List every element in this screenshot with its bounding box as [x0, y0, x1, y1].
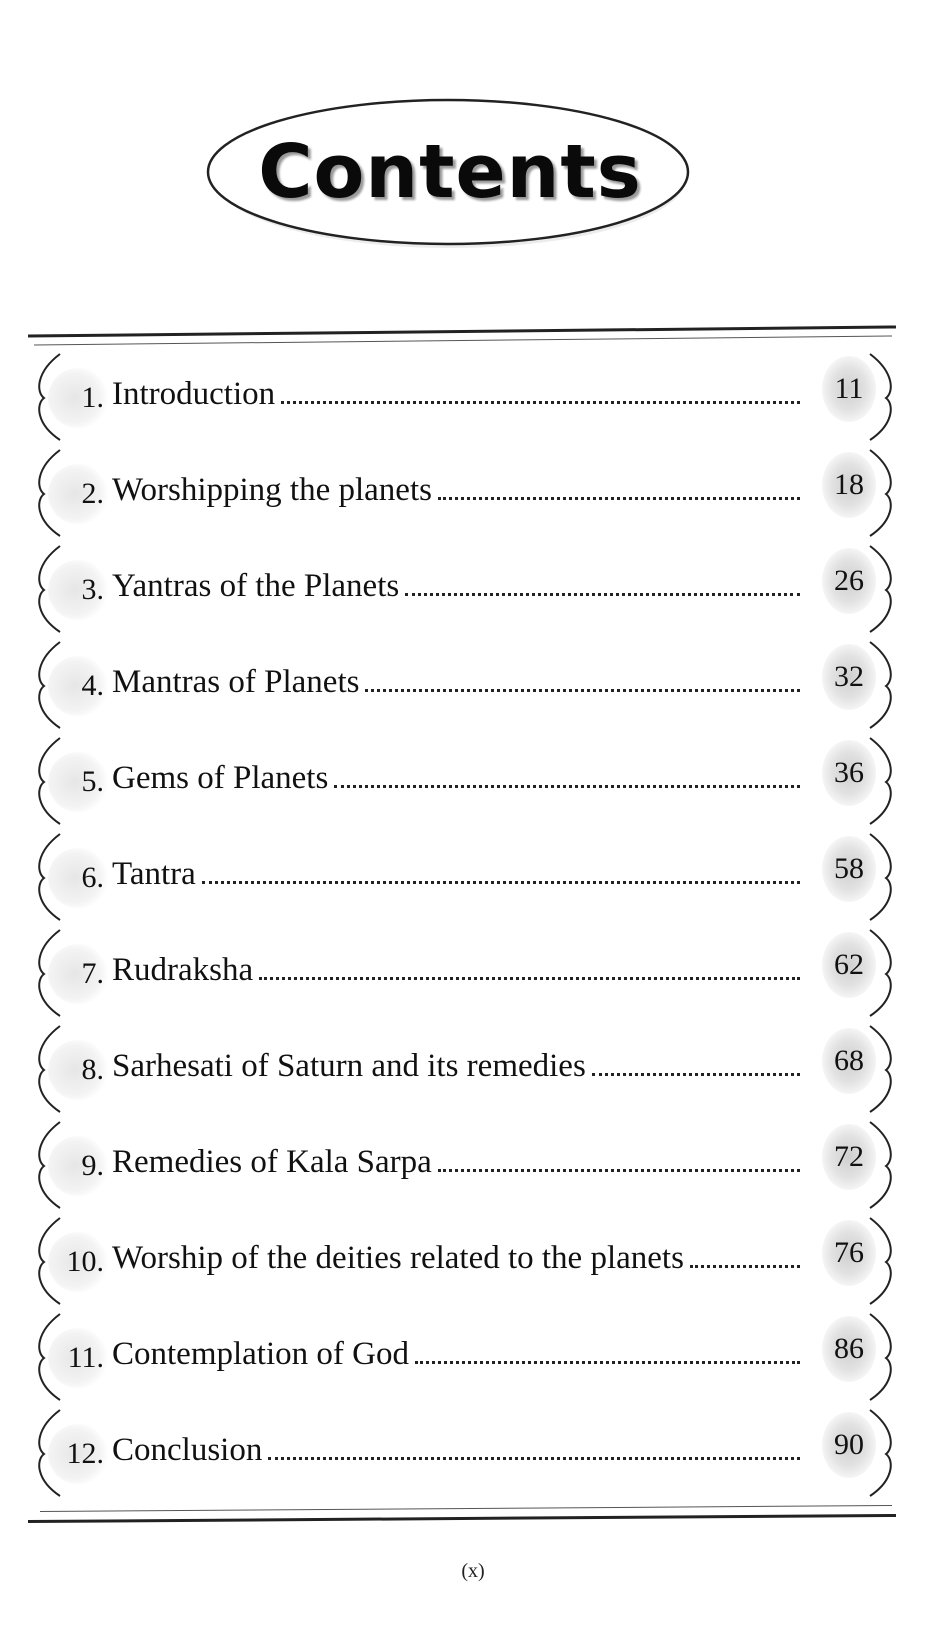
dot-leader [592, 1072, 800, 1076]
entry-number: 7. [48, 944, 108, 1004]
toc-entry[interactable] [30, 346, 900, 442]
entry-number: 6. [48, 848, 108, 908]
entry-title-row [112, 568, 800, 605]
toc-entry[interactable] [30, 1114, 900, 1210]
toc-entry[interactable] [30, 634, 900, 730]
toc-entry[interactable] [30, 538, 900, 634]
entry-title-row [112, 1048, 800, 1085]
entry-title[interactable]: Rudraksha [112, 952, 254, 988]
dot-leader [415, 1360, 800, 1364]
entry-title[interactable]: Introduction [112, 376, 276, 412]
entry-title-row [112, 1240, 800, 1277]
entry-title[interactable]: Worship of the deities related to the planets [112, 1240, 684, 1276]
top-rule [28, 325, 896, 337]
entry-page-number: 26 [822, 548, 876, 614]
entry-title-row [112, 472, 800, 509]
entry-title-row [112, 1432, 800, 1469]
bottom-rule [28, 1514, 896, 1523]
entry-title-row [112, 856, 800, 893]
toc-entry[interactable] [30, 922, 900, 1018]
toc-entry[interactable] [30, 826, 900, 922]
entry-number: 2. [48, 464, 108, 524]
entry-title[interactable]: Remedies of Kala Sarpa [112, 1144, 432, 1180]
bottom-rule-inner [40, 1505, 892, 1512]
entry-title[interactable]: Sarhesati of Saturn and its remedies [112, 1048, 586, 1084]
toc-entry[interactable] [30, 1210, 900, 1306]
dot-leader [202, 880, 800, 884]
entry-title[interactable]: Gems of Planets [112, 760, 329, 796]
entry-title-row [112, 1336, 800, 1373]
entry-title[interactable]: Contemplation of God [112, 1336, 409, 1372]
dot-leader [405, 592, 800, 596]
dot-leader [259, 976, 800, 980]
entry-title-row [112, 760, 800, 797]
toc-entry[interactable] [30, 1306, 900, 1402]
entry-number: 4. [48, 656, 108, 716]
entry-page-number: 68 [822, 1028, 876, 1094]
page-title: Contents [258, 129, 642, 215]
top-rule-inner [34, 336, 892, 346]
dot-leader [281, 400, 800, 404]
entry-number: 12. [48, 1424, 108, 1484]
entry-number: 5. [48, 752, 108, 812]
entry-page-number: 18 [822, 452, 876, 518]
entry-page-number: 36 [822, 740, 876, 806]
dot-leader [438, 1168, 800, 1172]
entry-number: 11. [48, 1328, 108, 1388]
entry-page-number: 32 [822, 644, 876, 710]
entry-title-row [112, 664, 800, 701]
entry-page-number: 11 [822, 356, 876, 422]
entry-title[interactable]: Conclusion [112, 1432, 263, 1468]
entry-title[interactable]: Mantras of Planets [112, 664, 360, 700]
entry-number: 10. [48, 1232, 108, 1292]
dot-leader [690, 1264, 800, 1268]
contents-heading-oval [205, 92, 695, 262]
toc-entry[interactable] [30, 1018, 900, 1114]
entry-number: 9. [48, 1136, 108, 1196]
entry-title-row [112, 952, 800, 989]
entry-title[interactable]: Yantras of the Planets [112, 568, 400, 604]
entry-number: 8. [48, 1040, 108, 1100]
table-of-contents [30, 346, 900, 1498]
toc-entry[interactable] [30, 730, 900, 826]
entry-title[interactable]: Tantra [112, 856, 196, 892]
entry-page-number: 72 [822, 1124, 876, 1190]
entry-title-row [112, 1144, 800, 1181]
entry-number: 1. [48, 368, 108, 428]
dot-leader [365, 688, 800, 692]
dot-leader [334, 784, 800, 788]
toc-entry[interactable] [30, 442, 900, 538]
toc-entry[interactable] [30, 1402, 900, 1498]
entry-title-row [112, 376, 800, 413]
entry-number: 3. [48, 560, 108, 620]
entry-page-number: 90 [822, 1412, 876, 1478]
entry-page-number: 58 [822, 836, 876, 902]
page-number-footer: (x) [461, 1560, 485, 1582]
entry-page-number: 62 [822, 932, 876, 998]
dot-leader [268, 1456, 800, 1460]
dot-leader [438, 496, 800, 500]
entry-page-number: 86 [822, 1316, 876, 1382]
entry-page-number: 76 [822, 1220, 876, 1286]
entry-title[interactable]: Worshipping the planets [112, 472, 432, 508]
